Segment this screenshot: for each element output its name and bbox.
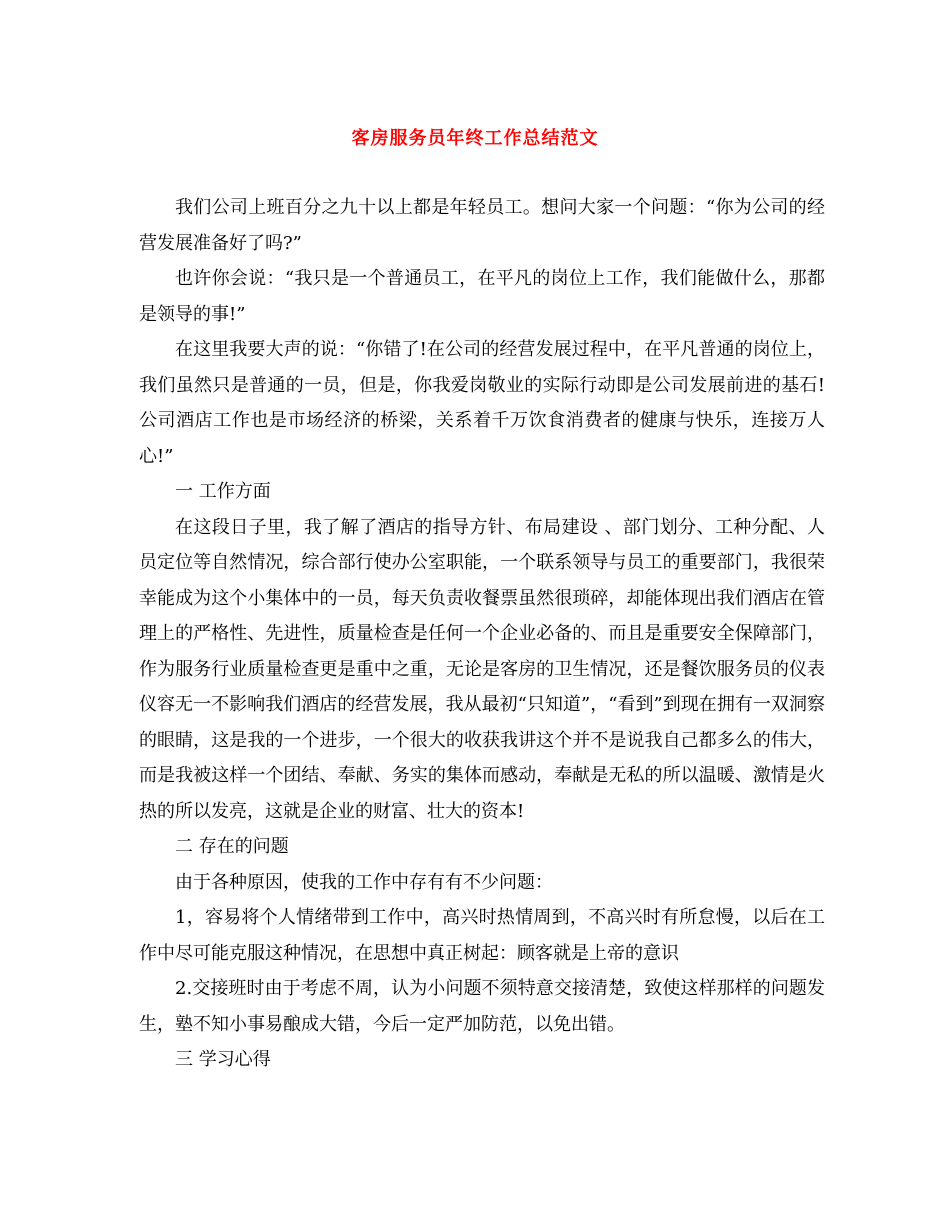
paragraph-problem-1: 1，容易将个人情绪带到工作中，高兴时热情周到，不高兴时有所怠慢，以后在工作中尽可能克服这种情况，在思想中真正树起：顾客就是上帝的意识 [139, 907, 825, 964]
document-body [139, 190, 825, 1078]
paragraph-intro: 我们公司上班百分之九十以上都是年轻员工。想问大家一个问题：“你为公司的经营发展准备好了吗?” [139, 197, 825, 254]
paragraph-work-details: 在这段日子里，我了解了酒店的指导方针、布局建设 、部门划分、工种分配、人员定位等自然情况，综合部行使办公室职能，一个联系领导与员工的重要部门，我很荣幸能成为这个小集体中的一员，每天负责收餐票虽然很琐碎，却能体现出我们酒店在管理上的严格性、先进性，质量检查是任何一个企业必备的、而且是重要安全保障部门，作为服务行业质量检查更是重中之重，无论是客房的卫生情况，还是餐饮服务员的仪表仪容无一不影响我们酒店的经营发展，我从最初“只知道”，“看到”到现在拥有一双洞察的眼睛，这是我的一个进步，一个很大的收获我讲这个并不是说我自己都多么的伟大，而是我被这样一个团结、奉献、务实的集体而感动，奉献是无私的所以温暖、激情是火热的所以发亮，这就是企业的财富、壮大的资本! [139, 516, 825, 822]
section-heading-learning: 三 学习心得 [175, 1049, 271, 1070]
paragraph-quote-ordinary-employee: 也许你会说：“我只是一个普通员工，在平凡的岗位上工作，我们能做什么，那都是领导的事!” [139, 268, 825, 325]
document-title: 客房服务员年终工作总结范文 [351, 128, 599, 149]
section-heading-work: 一 工作方面 [175, 481, 271, 502]
paragraph-you-are-wrong: 在这里我要大声的说：“你错了!在公司的经营发展过程中，在平凡普通的岗位上，我们虽然只是普通的一员，但是，你我爱岗敬业的实际行动即是公司发展前进的基石!公司酒店工作也是市场经济的桥梁，关系着千万饮食消费者的健康与快乐，连接万人心!” [139, 339, 825, 467]
section-heading-problems: 二 存在的问题 [175, 836, 289, 857]
paragraph-problems-intro: 由于各种原因，使我的工作中存有有不少问题： [175, 871, 553, 893]
paragraph-problem-2: 2.交接班时由于考虑不周，认为小问题不须特意交接清楚，致使这样那样的问题发生，塾不知小事易酿成大错，今后一定严加防范，以免出错。 [139, 978, 825, 1035]
